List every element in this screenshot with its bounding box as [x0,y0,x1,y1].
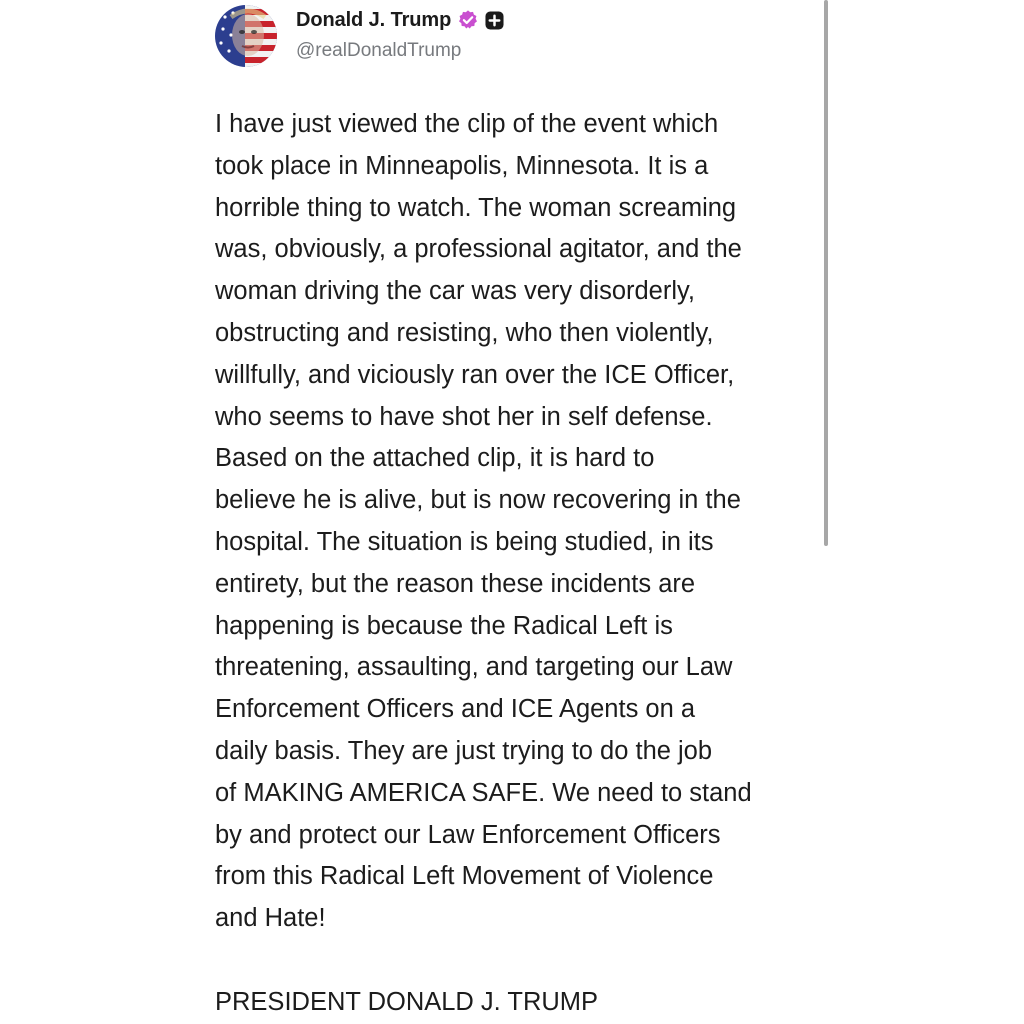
post-body-line: Based on the attached clip, it is hard to [215,444,655,473]
post-body-line: hospital. The situation is being studied, in its [215,527,714,556]
post-body-line: from this Radical Left Movement of Violence [215,862,714,891]
post-body [215,104,815,940]
post-body-line: of MAKING AMERICA SAFE. We need to stand [215,778,752,807]
scrollbar-thumb[interactable] [824,0,828,546]
post-signature: PRESIDENT DONALD J. TRUMP [215,988,599,1016]
avatar[interactable] [215,5,277,67]
post-body-line: woman driving the car was very disorderly, [215,277,695,306]
post-body-line: threatening, assaulting, and targeting our Law [215,653,733,682]
post-body-line: Enforcement Officers and ICE Agents on a [215,695,696,724]
post-body-line: who seems to have shot her in self defense. [215,402,713,431]
post-body-line: took place in Minneapolis, Minnesota. It is a [215,151,709,180]
post-body-line: was, obviously, a professional agitator, and the [215,235,742,264]
plus-badge-icon [485,11,504,30]
post-body-line: horrible thing to watch. The woman screaming [215,193,737,222]
flag-portrait-avatar-icon [215,5,277,67]
post-body-line: by and protect our Law Enforcement Officers [215,820,721,849]
post-body-line: believe he is alive, but is now recovering in the [215,486,741,515]
author-handle[interactable]: @realDonaldTrump [296,40,462,61]
author-row [296,6,504,34]
post-body-line: willfully, and viciously ran over the ICE Officer, [215,360,735,389]
verified-badge-icon [457,9,479,31]
post-body-line: obstructing and resisting, who then violently, [215,318,714,347]
post-body-line: daily basis. They are just trying to do the job [215,736,713,765]
post-body-line: I have just viewed the clip of the event which [215,110,719,138]
post-body-line: and Hate! [215,904,326,933]
post-body-line: happening is because the Radical Left is [215,611,673,640]
post-body-line: entirety, but the reason these incidents are [215,569,696,598]
author-display-name[interactable]: Donald J. Trump [296,8,452,31]
